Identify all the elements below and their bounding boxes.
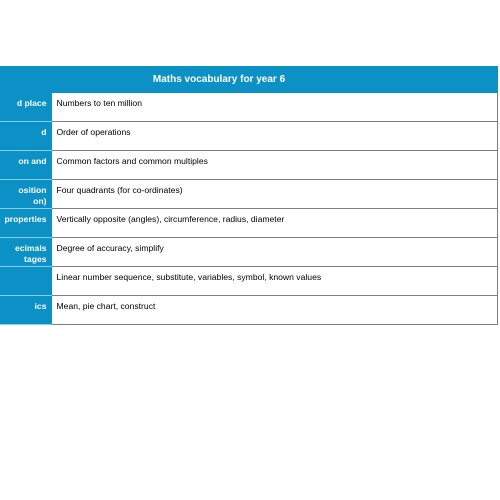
vocabulary-cell: Common factors and common multiples [52, 151, 498, 180]
topic-cell [0, 93, 52, 122]
table-row [0, 238, 498, 267]
vocabulary-cell: Order of operations [52, 122, 498, 151]
topic-cell [0, 151, 52, 180]
table-title: Maths vocabulary for year 6 [0, 67, 498, 93]
topic-label: d place [16, 98, 47, 108]
vocabulary-table [0, 66, 498, 325]
vocabulary-cell: Vertically opposite (angles), circumference, radius, diameter [52, 209, 498, 238]
table-row [0, 151, 498, 180]
table-row [0, 122, 498, 151]
topic-cell [0, 180, 52, 209]
topic-label: osition on) [18, 185, 47, 206]
topic-cell [0, 296, 52, 325]
table-row [0, 180, 498, 209]
vocabulary-cell: Four quadrants (for co-ordinates) [52, 180, 498, 209]
topic-label: ics [34, 301, 47, 311]
vocabulary-cell: Linear number sequence, substitute, variables, symbol, known values [52, 267, 498, 296]
vocabulary-cell: Numbers to ten million [52, 93, 498, 122]
vocabulary-cell: Degree of accuracy, simplify [52, 238, 498, 267]
table-row [0, 267, 498, 296]
topic-label: d [41, 127, 47, 137]
topic-cell [0, 267, 52, 296]
topic-cell [0, 238, 52, 267]
table-header-row [0, 67, 498, 93]
vocabulary-cell: Mean, pie chart, construct [52, 296, 498, 325]
topic-cell [0, 122, 52, 151]
table-row [0, 209, 498, 238]
topic-cell [0, 209, 52, 238]
table-row [0, 93, 498, 122]
topic-label: properties [4, 214, 47, 224]
topic-label: ecimals tages [14, 243, 47, 264]
topic-label: on and [18, 156, 47, 166]
table-row [0, 296, 498, 325]
